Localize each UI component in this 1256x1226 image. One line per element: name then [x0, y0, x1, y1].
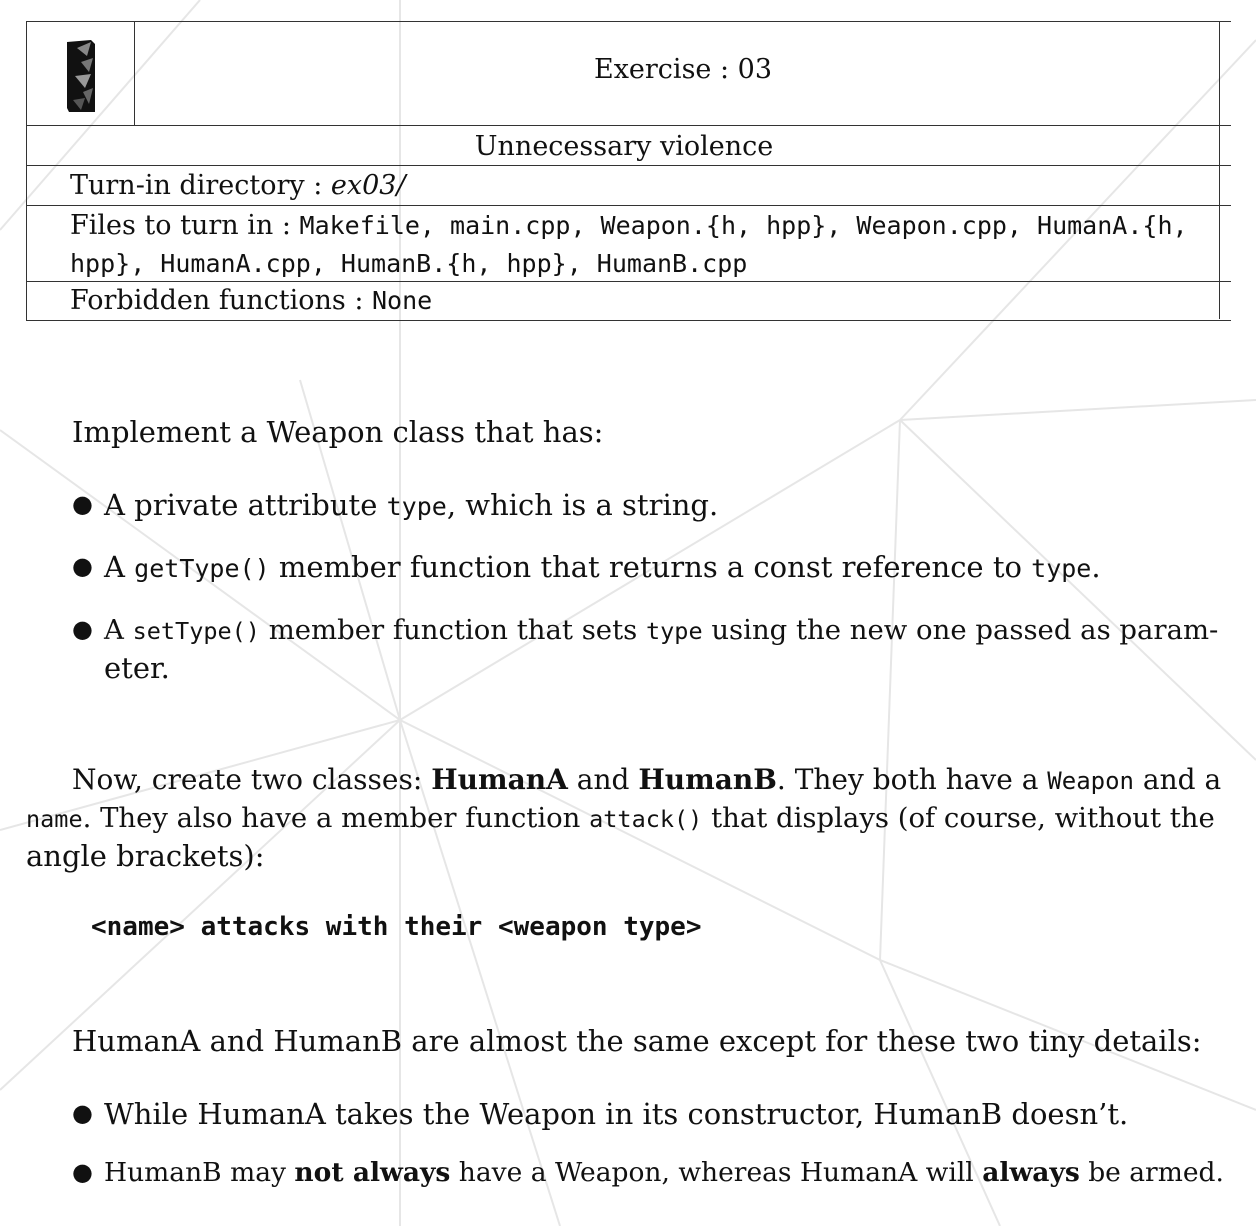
bullet-dot: ● [72, 490, 93, 518]
code-attack: attack() [589, 805, 703, 833]
not-always-bold: not always [294, 1157, 451, 1188]
code-settype: setType() [132, 617, 260, 645]
forbidden-functions [70, 282, 1211, 320]
text: . They also have a member function [82, 802, 590, 834]
now-paragraph-line3: angle brackets): [26, 839, 265, 873]
code-type: type [646, 617, 703, 645]
text: A private attribute [104, 488, 387, 522]
turnin-label: Turn-in directory : [70, 170, 331, 201]
header-right-border [1219, 21, 1220, 319]
bullet-dot: ● [72, 1099, 93, 1127]
files-list-line1: Makefile, main.cpp, Weapon.{h, hpp}, Weapon.cpp, HumanA.{h, [299, 211, 1188, 240]
files-row [27, 206, 1231, 282]
text: and [567, 763, 639, 796]
school-logo-icon [63, 38, 99, 114]
code-name: name [26, 805, 83, 833]
code-weapon: Weapon [1047, 767, 1134, 795]
text: A [104, 614, 133, 646]
text: . They both have a [776, 763, 1048, 796]
bullet-dot: ● [72, 552, 93, 580]
forbidden-value: None [372, 286, 433, 315]
files-list-line2: hpp}, HumanA.cpp, HumanB.{h, hpp}, HumanB.cpp [70, 249, 748, 278]
turnin-value: ex03/ [330, 170, 406, 201]
logo-cell [27, 22, 135, 126]
humana-bold: HumanA [431, 763, 568, 796]
turnin-directory [70, 167, 1211, 205]
bullet-dot: ● [72, 615, 93, 643]
text: Now, create two classes: [72, 763, 432, 796]
weapon-bullet-3-cont: eter. [104, 651, 170, 685]
text: , which is a string. [446, 488, 719, 522]
forbidden-label: Forbidden functions : [70, 285, 372, 316]
always-bold: always [982, 1157, 1080, 1188]
intro-paragraph: Implement a Weapon class that has: [72, 415, 604, 449]
now-paragraph-line2 [26, 799, 1215, 838]
code-type: type [386, 492, 447, 521]
header-subtitle-row [27, 126, 1231, 166]
weapon-bullet-1 [104, 486, 718, 526]
text: A [104, 550, 135, 584]
code-example: <name> attacks with their <weapon type> [91, 912, 702, 942]
header-title-row [27, 22, 1231, 126]
text: member function that sets [259, 614, 646, 646]
exercise-subtitle: Unnecessary violence [474, 131, 774, 162]
text: . [1091, 550, 1101, 584]
exercise-title: Exercise : 03 [593, 54, 773, 85]
humanb-bold: HumanB [638, 763, 777, 796]
text: and a [1134, 763, 1222, 796]
weapon-bullet-2 [104, 548, 1101, 588]
files-to-turn-in [70, 207, 1211, 283]
detail-bullet-2 [104, 1154, 1224, 1192]
now-paragraph-line1 [72, 761, 1221, 800]
text: have a Weapon, whereas HumanA will [450, 1157, 983, 1188]
text: member function that returns a const reference to [269, 550, 1032, 584]
details-intro-paragraph: HumanA and HumanB are almost the same except for these two tiny details: [72, 1024, 1202, 1058]
bullet-dot: ● [72, 1158, 93, 1186]
text: that displays (of course, without the [702, 802, 1215, 834]
weapon-bullet-3 [104, 611, 1218, 650]
turnin-directory-row [27, 166, 1231, 206]
text: HumanB may [104, 1157, 295, 1188]
detail-bullet-1: While HumanA takes the Weapon in its constructor, HumanB doesn’t. [104, 1097, 1129, 1131]
code-gettype: getType() [134, 554, 270, 583]
code-type: type [1031, 554, 1092, 583]
text: using the new one passed as param- [702, 614, 1219, 646]
exercise-header-table [26, 21, 1231, 321]
forbidden-row [27, 282, 1231, 320]
text: be armed. [1079, 1157, 1224, 1188]
files-label: Files to turn in : [70, 210, 300, 241]
